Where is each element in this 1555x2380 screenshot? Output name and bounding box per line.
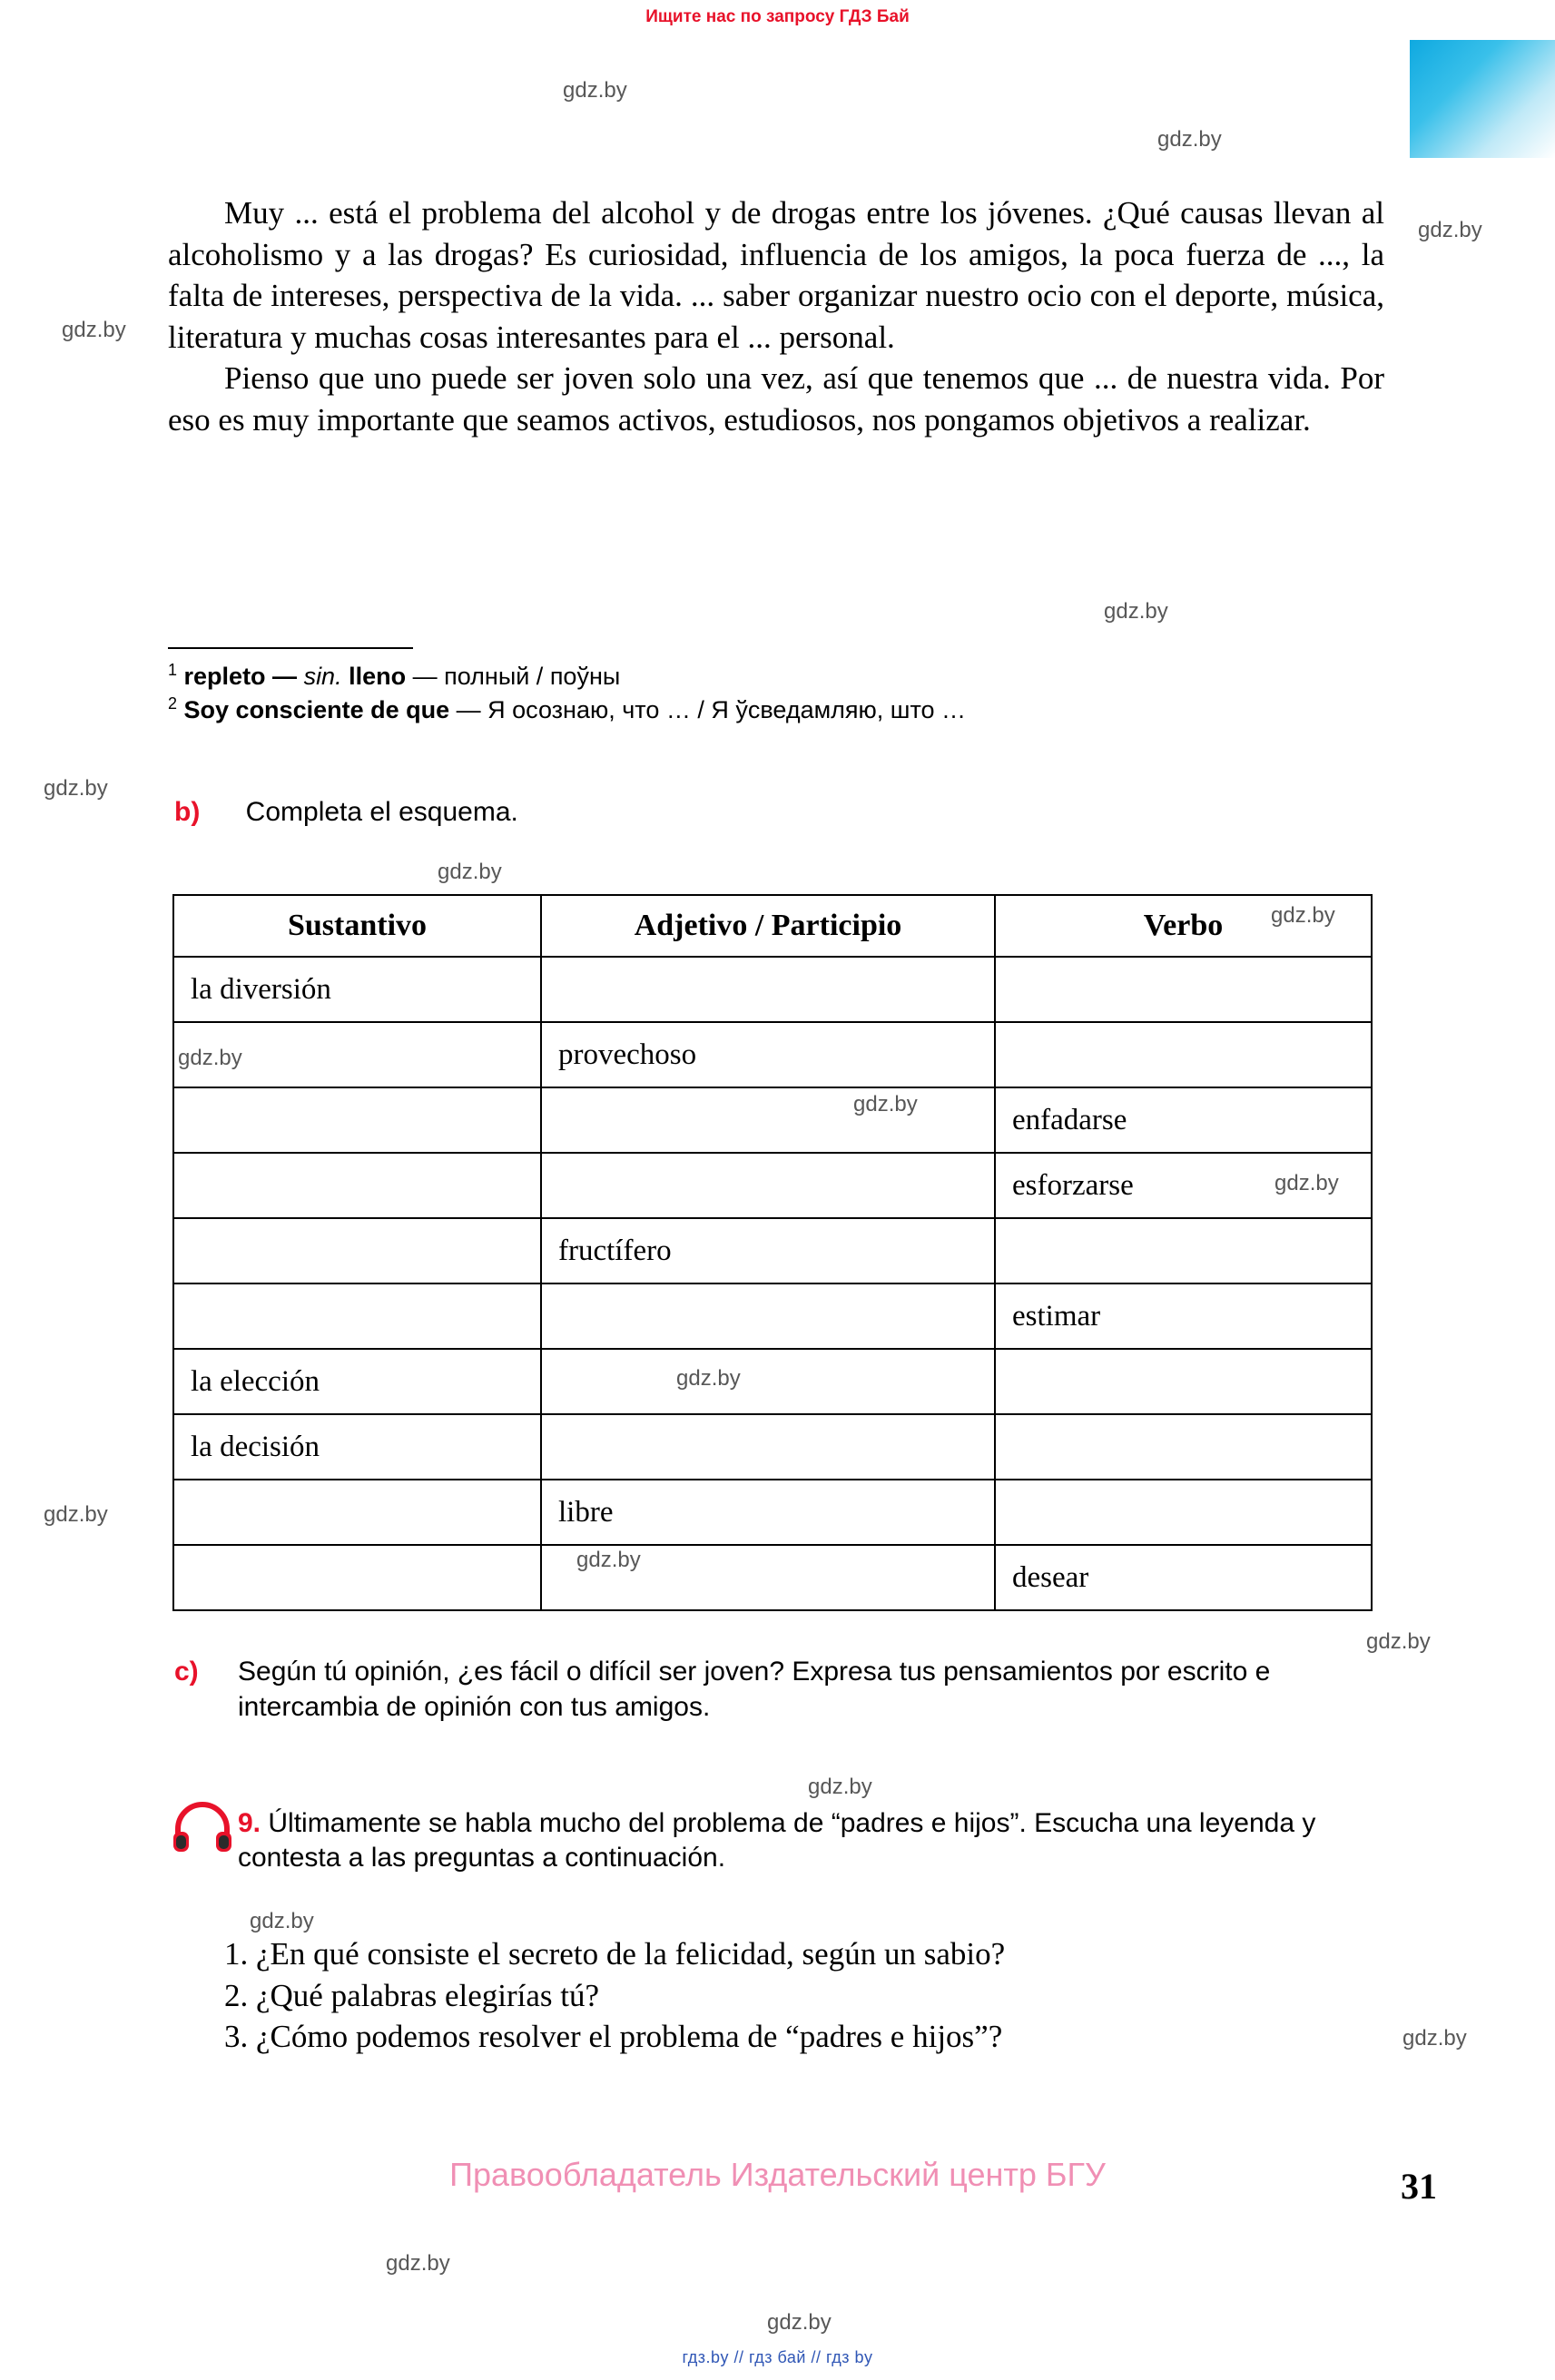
exercise-task-9-number: 9. [238, 1808, 261, 1838]
exercise-item-c [174, 1655, 1382, 1725]
column-header-sustantivo: Sustantivo [173, 895, 541, 957]
footnote-1-term2: lleno [349, 663, 407, 690]
footnote-1-marker: 1 [168, 661, 178, 679]
passage-paragraph-2: Pienso que uno puede ser joven solo una vez, así que tenemos que ... de nuestra vida. Por eso es muy importante que seamos activos, estudiosos, nos pongamos objetivos a realizar. [168, 360, 1384, 438]
question-item: 3. ¿Cómo podemos resolver el problema de “padres e hijos”? [224, 2019, 1003, 2054]
cell-sustantivo[interactable] [173, 1545, 541, 1610]
cell-adjetivo[interactable] [541, 957, 995, 1022]
headphones-icon [172, 1802, 232, 1853]
exercise-item-b-text: Completa el esquema. [245, 797, 518, 827]
cell-verbo[interactable]: estimar [995, 1283, 1372, 1349]
table-row [173, 1022, 1372, 1087]
cell-verbo[interactable] [995, 1022, 1372, 1087]
watermark-text: gdz.by [563, 78, 627, 103]
watermark-text: gdz.by [1275, 1171, 1339, 1195]
questions-list [168, 1933, 1384, 2058]
exercise-task-9-text: Últimamente se habla mucho del problema de “padres e hijos”. Escucha una leyenda y contesta a las preguntas a continuación. [238, 1808, 1316, 1874]
exercise-item-c-text: Según tú opinión, ¿es fácil o difícil ser joven? Expresa tus pensamientos por escrito e intercambia de opinión con tus amigos. [238, 1657, 1271, 1722]
watermark-text: gdz.by [1418, 218, 1482, 242]
publisher-notice: Правообладатель Издательский центр БГУ [449, 2156, 1106, 2193]
cell-verbo[interactable]: esforzarse [995, 1153, 1372, 1218]
cell-sustantivo[interactable] [173, 1022, 541, 1087]
cell-verbo[interactable] [995, 1349, 1372, 1414]
reading-passage [168, 192, 1384, 440]
column-header-verbo: Verbo [995, 895, 1372, 957]
watermark-bottom-links: гдз.by // гдз бай // гдз by [682, 2348, 873, 2366]
watermark-text: gdz.by [62, 318, 126, 342]
cell-adjetivo[interactable]: provechoso [541, 1022, 995, 1087]
watermark-text: gdz.by [853, 1092, 918, 1116]
cell-adjetivo[interactable] [541, 1545, 995, 1610]
table-row [173, 1283, 1372, 1349]
cell-verbo[interactable] [995, 1414, 1372, 1480]
watermark-text: gdz.by [44, 1502, 108, 1527]
footnote-2-term: Soy consciente de que [183, 695, 450, 723]
table-row [173, 1349, 1372, 1414]
cell-sustantivo[interactable] [173, 1480, 541, 1545]
cell-sustantivo[interactable] [173, 1218, 541, 1283]
footnote-1-italic: sin. [303, 663, 349, 690]
watermark-text: gdz.by [1104, 599, 1168, 624]
table-row [173, 1414, 1372, 1480]
cell-sustantivo[interactable] [173, 1087, 541, 1153]
cell-adjetivo[interactable] [541, 1414, 995, 1480]
decorative-gradient-corner [1410, 40, 1555, 158]
watermark-text: gdz.by [178, 1046, 242, 1070]
cell-sustantivo[interactable] [173, 1153, 541, 1218]
watermark-text: gdz.by [1157, 127, 1222, 152]
watermark-text: gdz.by [386, 2251, 450, 2276]
table-row [173, 1218, 1372, 1283]
watermark-text: gdz.by [1402, 2026, 1467, 2051]
exercise-item-b-letter: b) [174, 797, 201, 827]
cell-verbo[interactable] [995, 957, 1372, 1022]
table-row [173, 957, 1372, 1022]
cell-sustantivo[interactable]: la diversión [173, 957, 541, 1022]
passage-paragraph-1: Muy ... está el problema del alcohol y de drogas entre los jóvenes. ¿Qué causas llevan al alcoholismo y a las drogas? Es curiosidad, influencia de los amigos, la poca fuerza de ..., la falta de intereses, perspectiva de la vida. ... saber organizar nuestro ocio con el deporte, música, literatura y muchas cosas interesantes para el ... personal. [168, 195, 1384, 355]
exercise-item-b [174, 797, 518, 828]
cell-verbo[interactable]: enfadarse [995, 1087, 1372, 1153]
cell-adjetivo[interactable]: fructífero [541, 1218, 995, 1283]
watermark-text: gdz.by [676, 1366, 741, 1391]
cell-sustantivo[interactable]: la elección [173, 1349, 541, 1414]
watermark-text: gdz.by [767, 2310, 832, 2335]
footnote-divider [168, 647, 413, 649]
watermark-top-banner: Ищите нас по запросу ГДЗ Бай [645, 7, 910, 26]
cell-sustantivo[interactable] [173, 1283, 541, 1349]
cell-sustantivo[interactable]: la decisión [173, 1414, 541, 1480]
column-header-adjetivo-participio: Adjetivo / Participio [541, 895, 995, 957]
footnote-1-term: repleto — [183, 663, 304, 690]
cell-adjetivo[interactable] [541, 1153, 995, 1218]
table-row [173, 1480, 1372, 1545]
table-row [173, 1153, 1372, 1218]
footnote-2 [168, 693, 1384, 727]
watermark-text: gdz.by [44, 776, 108, 801]
cell-adjetivo[interactable] [541, 1349, 995, 1414]
footnotes-block [168, 660, 1384, 726]
exercise-task-9 [238, 1806, 1386, 1876]
cell-adjetivo[interactable] [541, 1283, 995, 1349]
footnote-2-marker: 2 [168, 693, 178, 713]
exercise-item-c-letter: c) [174, 1657, 199, 1687]
cell-adjetivo[interactable]: libre [541, 1480, 995, 1545]
cell-verbo[interactable] [995, 1218, 1372, 1283]
table-row [173, 1087, 1372, 1153]
schema-table [172, 894, 1373, 1611]
footnote-2-rest: — Я осознаю, что … / Я ўсведамляю, што … [449, 695, 967, 723]
footnote-1-rest: — полный / поўны [406, 663, 621, 690]
watermark-text: gdz.by [1271, 903, 1335, 928]
table-row [173, 1545, 1372, 1610]
cell-adjetivo[interactable] [541, 1087, 995, 1153]
table-header-row [173, 895, 1372, 957]
cell-verbo[interactable]: desear [995, 1545, 1372, 1610]
question-item: 1. ¿En qué consiste el secreto de la felicidad, según un sabio? [224, 1936, 1006, 1972]
watermark-text: gdz.by [438, 860, 502, 884]
cell-verbo[interactable] [995, 1480, 1372, 1545]
watermark-text: gdz.by [808, 1775, 872, 1799]
watermark-text: gdz.by [1366, 1629, 1431, 1654]
watermark-text: gdz.by [576, 1548, 641, 1572]
page-number: 31 [1401, 2166, 1437, 2207]
watermark-text: gdz.by [250, 1909, 314, 1933]
footnote-1 [168, 660, 1384, 693]
question-item: 2. ¿Qué palabras elegirías tú? [224, 1977, 600, 2013]
